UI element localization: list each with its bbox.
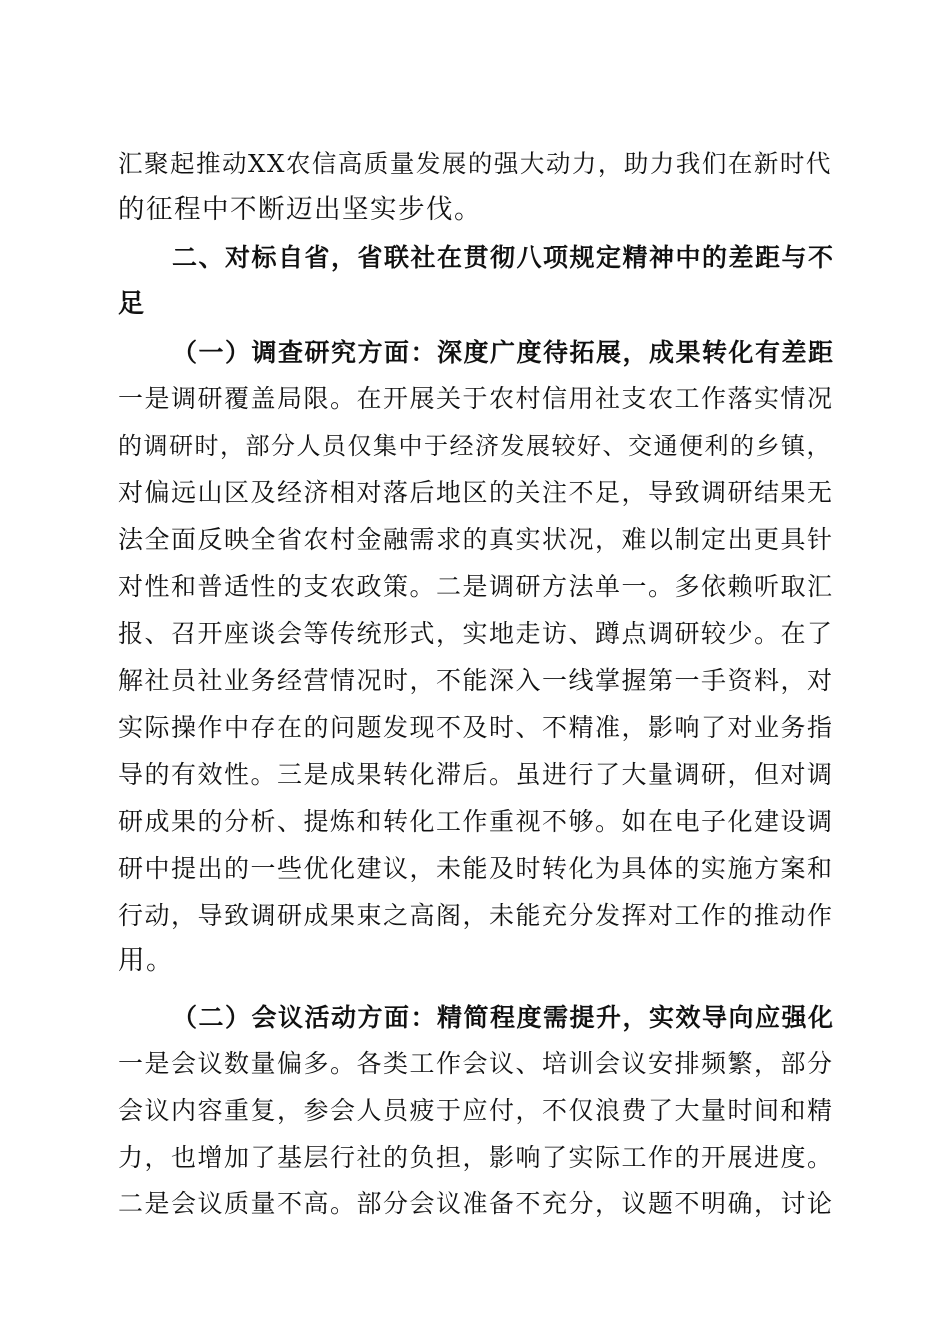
paragraph-line: 研成果的分析、提炼和转化工作重视不够。如在电子化建设调 <box>118 807 834 836</box>
paragraph-line: 二是会议质量不高。部分会议准备不充分，议题不明确，讨论 <box>118 1189 834 1218</box>
paragraph-line: 一是会议数量偏多。各类工作会议、培训会议安排频繁，部分 <box>118 1049 834 1078</box>
paragraph-line: 对性和普适性的支农政策。二是调研方法单一。多依赖听取汇 <box>118 572 834 601</box>
subsection-heading: （一）调查研究方面：深度广度待拓展，成果转化有差距 <box>172 338 835 367</box>
paragraph-line: 用。 <box>118 945 174 976</box>
paragraph-line: 行动，导致调研成果束之高阁，未能充分发挥对工作的推动作 <box>118 901 834 930</box>
paragraph-line: 力，也增加了基层行社的负担，影响了实际工作的开展进度。 <box>118 1143 834 1172</box>
paragraph-line: 法全面反映全省农村金融需求的真实状况，难以制定出更具针 <box>118 525 834 554</box>
paragraph-line: 汇聚起推动XX农信高质量发展的强大动力，助力我们在新时代 <box>118 149 832 178</box>
subsection-heading: （二）会议活动方面：精简程度需提升，实效导向应强化 <box>172 1003 835 1032</box>
section-heading: 二、对标自省，省联社在贯彻八项规定精神中的差距与不 <box>172 243 835 272</box>
paragraph-line: 研中提出的一些优化建议，未能及时转化为具体的实施方案和 <box>118 854 834 883</box>
paragraph-line: 一是调研覆盖局限。在开展关于农村信用社支农工作落实情况 <box>118 384 834 413</box>
paragraph-line: 的征程中不断迈出坚实步伐。 <box>118 194 482 225</box>
paragraph-line: 解社员社业务经营情况时，不能深入一线掌握第一手资料，对 <box>118 666 834 695</box>
paragraph-line: 会议内容重复，参会人员疲于应付，不仅浪费了大量时间和精 <box>118 1096 834 1125</box>
paragraph-line: 实际操作中存在的问题发现不及时、不精准，影响了对业务指 <box>118 713 834 742</box>
paragraph-line: 导的有效性。三是成果转化滞后。虽进行了大量调研，但对调 <box>118 760 834 789</box>
paragraph-line: 对偏远山区及经济相对落后地区的关注不足，导致调研结果无 <box>118 478 834 507</box>
paragraph-line: 的调研时，部分人员仅集中于经济发展较好、交通便利的乡镇， <box>118 432 832 460</box>
paragraph-line: 报、召开座谈会等传统形式，实地走访、蹲点调研较少。在了 <box>118 619 834 648</box>
section-heading-continued: 足 <box>118 289 146 319</box>
